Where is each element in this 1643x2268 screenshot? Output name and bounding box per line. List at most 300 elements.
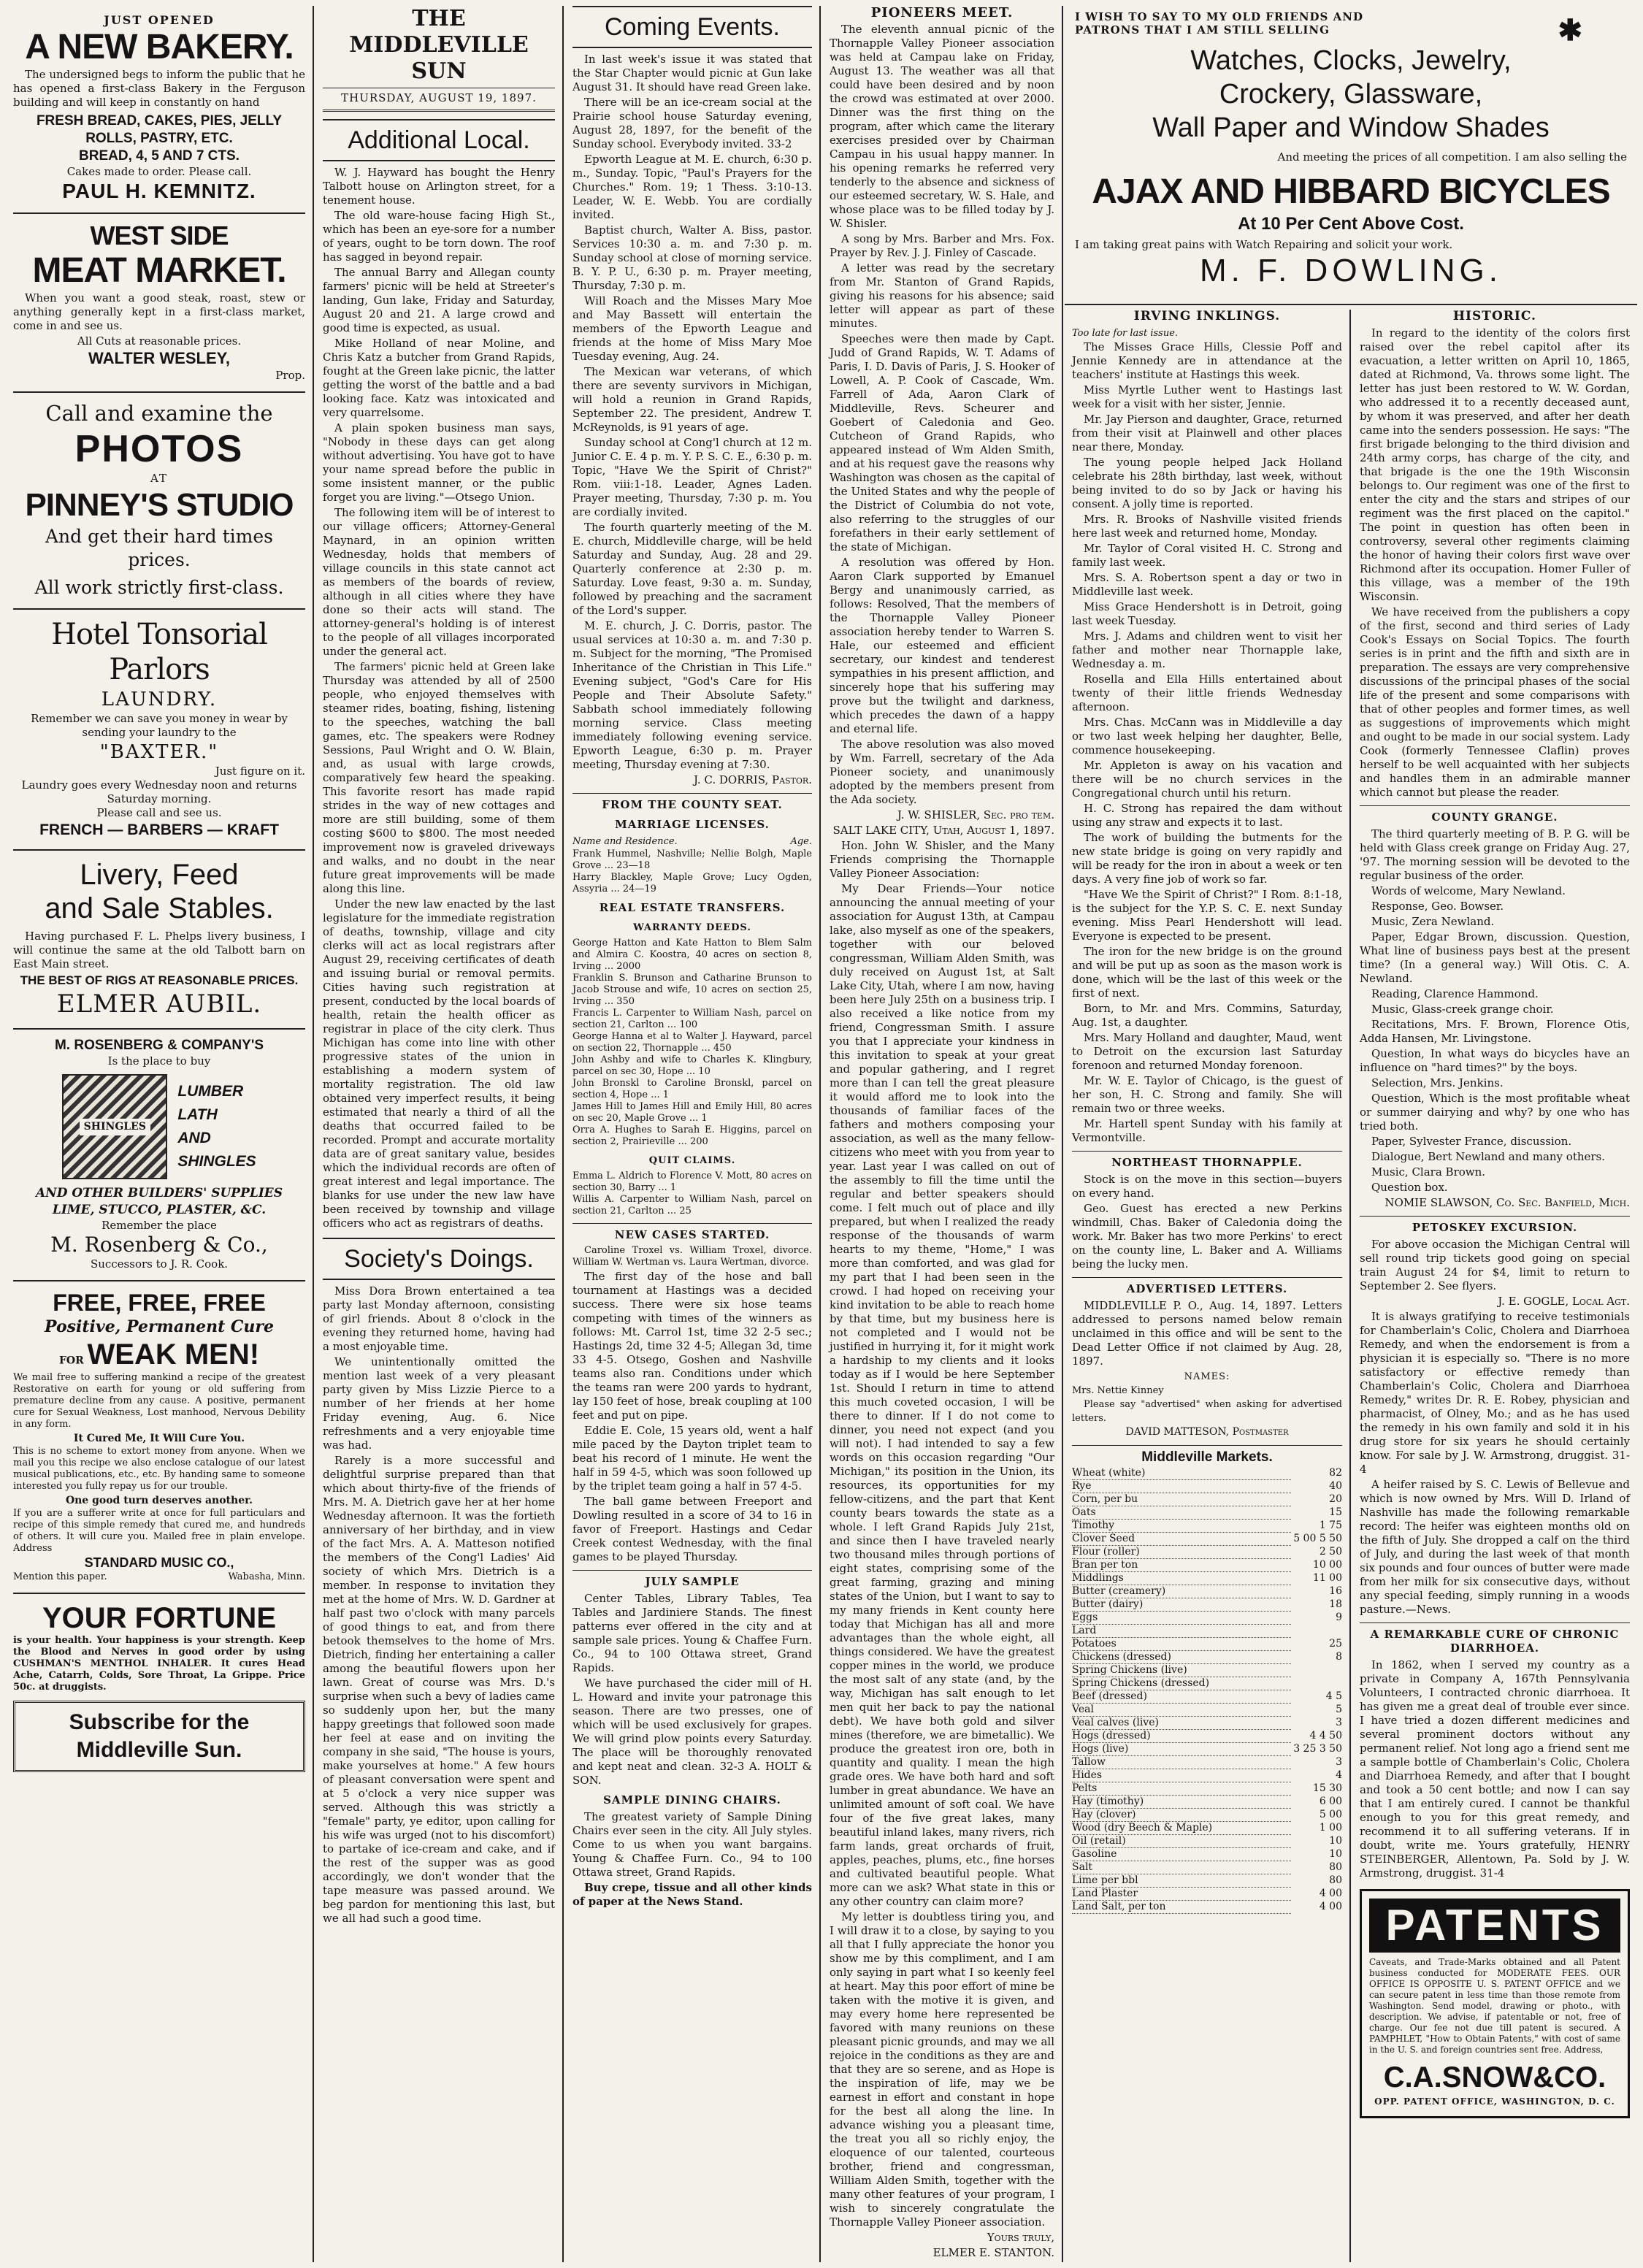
crepe-paper-notice: Buy crepe, tissue and all other kinds of paper at the News Stand. — [572, 1881, 812, 1908]
rosenberg-sub: Is the place to buy — [107, 1054, 211, 1068]
grange-item: Music, Glass-creek grange choir. — [1371, 1003, 1554, 1016]
letter-paragraph: My letter is doubtless tiring you, and I will draw it to a close, by saying to you all that I fully appreciate the honor you show me by this compliment, and I am only saying in part what I so keenly feel at heart. May this poor effort of mine be taken with the motive it is given, and may every home here represented be favored with many reunions on these pleasant picnic grounds, and may we all rejoice in the conditions as they are and that they are so serene, and as Hope is the inspiration of life, may we be earnest in effort and constant in hope for the best all along the line. In advance wishing you a pleasant time, the treat you all so richly enjoy, the eloquence of our talented, courteous brother, friend and congressman, William Alden Smith, together with the many other features of your program, I wish to sincerely congratulate the Thornapple Valley Pioneer association. — [830, 1910, 1054, 2229]
rosenberg-item: AND — [177, 1130, 211, 1146]
event-paragraph: Epworth League at M. E. church, 6:30 p. m., Sunday. Topic, "Paul's Prayers for the Churches." Rom. 19; 1 Thess. 3:10-13. Leader, W. E. Webb. You are cordially invited. — [572, 153, 812, 221]
meat-title-2: MEAT MARKET. — [32, 251, 286, 290]
free-body-2: This is no scheme to extort money from anyone. When we mail you this recipe we also enclose catalogue of our latest musical publications, etc., etc. By handing same to someone interested you fully repay us for our trouble. — [13, 1446, 305, 1492]
letter-close: Yours truly, — [987, 2231, 1054, 2244]
historic-heading: HISTORIC. — [1453, 310, 1536, 323]
market-row — [1072, 1664, 1342, 1677]
masthead-date: THURSDAY, AUGUST 19, 1897. — [323, 88, 555, 105]
deed-entry: George Hanna et al to Walter J. Hayward, parcel on section 22, Thornapple ... 450 — [572, 1031, 812, 1054]
grange-intro: The third quarterly meeting of B. P. G. will be held with Glass creek grange on Friday Aug. 27, '97. The morning session will be devoted to the regular business of the order. — [1360, 827, 1630, 882]
photos-line-6: All work strictly first-class. — [34, 577, 284, 598]
inkling-paragraph: Mrs. Mary Holland and daughter, Maud, went to Detroit on the excursion last Saturday forenoon and returned Monday forenoon. — [1072, 1031, 1342, 1072]
market-price: 1 75 — [1319, 1520, 1342, 1531]
dowling-pains: I am taking great pains with Watch Repairing and solicit your work. — [1075, 238, 1453, 251]
market-price: 11 00 — [1312, 1572, 1342, 1584]
market-item: Corn, per bu — [1072, 1493, 1291, 1506]
market-row — [1072, 1585, 1342, 1598]
market-item: Tallow — [1072, 1756, 1291, 1769]
inkling-paragraph: The Misses Grace Hills, Clessie Poff and Jennie Kennedy are in attendance at the teachers' institute at Hastings this week. — [1072, 340, 1342, 381]
bakery-kicker: JUST OPENED — [104, 13, 215, 27]
market-row — [1072, 1467, 1342, 1480]
deed-entry: John Bronskl to Caroline Bronskl, parcel on section 4, Hope ... 1 — [572, 1078, 812, 1100]
market-price: 10 00 — [1312, 1559, 1342, 1571]
market-item: Butter (creamery) — [1072, 1585, 1291, 1598]
column-pioneers — [822, 6, 1063, 2262]
column-historic — [1352, 310, 1637, 2262]
market-price: 4 5 — [1325, 1690, 1342, 1702]
inkling-paragraph: Rosella and Ella Hills entertained about twenty of their little friends Wednesday afternoon. — [1072, 673, 1342, 713]
market-price: 2 50 — [1319, 1546, 1342, 1558]
dowling-line-2: PATRONS THAT I AM STILL SELLING — [1075, 23, 1330, 37]
event-paragraph: Baptist church, Walter A. Biss, pastor. Services 10:30 a. m. and 7:30 p. m. Sunday school at close of morning service. B. Y. P. U., 6:30 p. m. Prayer meeting, Thursday, 7:30 p. m. — [572, 223, 812, 292]
column-local — [315, 6, 564, 2262]
grange-item: Selection, Mrs. Jenkins. — [1371, 1076, 1504, 1089]
rosenberg-successor: Successors to J. R. Cook. — [90, 1257, 229, 1271]
market-row — [1072, 1717, 1342, 1730]
bakery-price: BREAD, 4, 5 AND 7 CTS. — [79, 148, 240, 164]
free-body-3: If you are a sufferer write at once for full particulars and recipe of this simple remedy that cured me, and hundreds of others. It will cure you. Mailed free in plain envelope. Address — [13, 1508, 305, 1554]
grange-item: Music, Clara Brown. — [1371, 1165, 1486, 1179]
market-item: Flour (roller) — [1072, 1546, 1291, 1559]
inkling-paragraph: Mr. Jay Pierson and daughter, Grace, returned from their visit at Plainwell and other places near there, Monday. — [1072, 413, 1342, 453]
market-row — [1072, 1822, 1342, 1835]
tonsorial-just: Just figure on it. — [215, 765, 305, 778]
warranty-heading: WARRANTY DEEDS. — [633, 922, 751, 933]
rosenberg-firm: M. Rosenberg & Co., — [50, 1233, 268, 1257]
petoskey-heading: PETOSKEY EXCURSION. — [1360, 1216, 1630, 1235]
market-price: 25 — [1329, 1638, 1342, 1650]
livery-body: Having purchased F. L. Phelps livery business, I will continue the same at the old Talbott barn on East Main street. — [13, 930, 305, 970]
column-ads-left — [6, 6, 314, 2262]
subscribe-banner: Subscribe for the Middleville Sun. — [13, 1701, 305, 1772]
market-item: Veal — [1072, 1704, 1291, 1717]
patents-firm: C.A.SNOW&CO. — [1383, 2061, 1606, 2093]
dowling-bicycles: AJAX AND HIBBARD BICYCLES — [1092, 172, 1610, 211]
market-item: Lard — [1072, 1625, 1291, 1638]
rosenberg-other: AND OTHER BUILDERS' SUPPLIES LIME, STUCCO, PLASTER, &C. — [35, 1186, 283, 1217]
market-item: Bran per ton — [1072, 1559, 1291, 1572]
event-paragraph: M. E. church, J. C. Dorris, pastor. The usual services at 10:30 a. m. and 7:30 p. m. Subject for the morning, "The Promised Inheritance of the Christian in This Life." Evening subject, "God's Care for His People and Their Absolute Safety." Sabbath school immediately following morning service. Class meeting immediately following evening service. Epworth League, 6:30 p. m. Prayer meeting, Thursday evening at 7:30. — [572, 619, 812, 771]
petoskey-signature: J. E. GOGLE, Local Agt. — [1498, 1295, 1630, 1308]
letter-paragraph: My Dear Friends—Your notice announcing the annual meeting of your association for August 13th, at Campau lake, also myself as one of the speakers, together with our beloved congressman, William Alden Smith, was duly received on August 1st, at Salt Lake City, Utah, where I am now, having been here July 25th on a business trip. I also received a like notice from my friend, Congressman Smith. I assure you that I appreciate your kindness in this invitation to speak at your great and popular gathering, and I regret more than I can tell the great pleasure it would afford me to look into the thousands of familiar faces of the fathers and mothers composing your association, as well as the many fellow-citizens who meet with you from year to year. Last year I was called on out of the assembly to fill the time until the regular and better speakers should come. I felt much out of place and illy prepared, but when I realized the ready response of the thousands of warm hearts to my theme, "Home," I was more than comforted, and was glad for my part that I had been seen in the crowd. I had hoped on receiving your kind invitation to be able to reach home by that time, but my business here is not completed and I would not be justified in hurrying it, for it might work a hardship to my clients and it looks today as if I would be here September 1st. Should I return in time to attend this much coveted occasion, I will be there to dinner. If I do not come to dinner, you need not expect (and you will not). I had intended to say a few words on this occasion regarding "Our Michigan," its position in the Union, its resources, its opportunities for my fellow-citizens, and the part that Kent county bears towards the state as a whole. I left Grand Rapids July 21st, and since then I have traveled nearly two thousand miles through portions of eight states, comprising some of the great farming, grazing and mining states of the Union, but I want to say to my many friends in Kent county here today that Michigan has all and more advantages than the whole eight, all things considered. We have the greatest copper mines in the world, we produce the most salt of any state (and, by the way, Michigan has salt enough to let men quit her back to pay the national debt). We have both gold and silver mines (therefore, we are bimetallic). We produce the greatest iron ore, both in quantity and quality. I mean the high grade ores. We have both hard and soft lumber in great abundance. We have an unlimited amount of soft coal. We have four of the five great lakes, many beautiful inland lakes, many rivers, rich farm lands, great orchards of fruit, apples, peaches, plums, etc., fine horses and cultivated beautiful people. What more can we ask? What state in this or any other country can claim more? — [830, 882, 1055, 1908]
july-sample-body: Center Tables, Library Tables, Tea Tables and Jardiniere Stands. The finest patterns ever offered in the city and at sample sale prices. Young & Chaffee Furn. Co., 94 to 100 Ottawa street, Grand Rapids. — [572, 1592, 812, 1674]
article-paragraph: The old ware-house facing High St., which has been an eye-sore for a number of years, ought to be torn down. The roof has sagged in beyond repair. — [323, 209, 555, 264]
grange-signature: NOMIE SLAWSON, Co. Sec. Banfield, Mich. — [1385, 1196, 1630, 1209]
inkling-paragraph: H. C. Strong has repaired the dam without using any straw and expects it to last. — [1072, 802, 1342, 829]
society-paragraph: Miss Dora Brown entertained a tea party last Monday afternoon, consisting of girl friends. About 8 o'clock in the evening they returned home, having had a most enjoyable time. — [323, 1284, 555, 1353]
bakery-title: A NEW BAKERY. — [25, 28, 294, 66]
grange-item: Paper, Edgar Brown, discussion. Question, What line of business pays best at the present time? (In a general way.) Will Otis. C. A. Newland. — [1360, 930, 1630, 985]
market-item: Hogs (dressed) — [1072, 1730, 1291, 1743]
historic-paragraph: We have received from the publishers a copy of the first, second and third series of Lady Cook's Essays on Social Topics. The fourth series is in print and the fifth and sixth are in preparation. The essays are very comprehensive discussions of the principal phases of the social life of the present and some comparisons with that of other peoples and former times, as well as suggestions of improvements which might and ought to be made in our social system. Lady Cook (formerly Tennessee Claflin) proves herself to be well acquainted with her subjects and handles them in an admirable manner which cannot but please the reader. — [1360, 605, 1630, 799]
tonsorial-body: Remember we can save you money in wear by sending your laundry to the — [31, 712, 288, 739]
deed-entry: Orra A. Hughes to Sarah E. Higgins, parcel on section 2, Prairieville ... 200 — [572, 1125, 812, 1147]
inkling-paragraph: The work of building the butments for the new state bridge is going on very rapidly and will be ready for the iron in about a week or ten days. A very fine job of work so far. — [1072, 831, 1342, 886]
grange-item: Reading, Clarence Hammond. — [1371, 987, 1539, 1000]
coming-events-heading: Coming Events. — [572, 6, 812, 48]
names-label: NAMES: — [1184, 1371, 1230, 1382]
grange-item: Question, In what ways do bicycles have an influence on "hard times?" by the boys. — [1360, 1047, 1630, 1074]
market-row — [1072, 1835, 1342, 1848]
northeast-paragraph: Stock is on the move in this section—buyers on every hand. — [1072, 1173, 1342, 1200]
market-item: Pelts — [1072, 1782, 1291, 1796]
livery-ad — [13, 851, 305, 1030]
marriage-heading: MARRIAGE LICENSES. — [615, 818, 770, 831]
article-paragraph: Under the new law enacted by the last legislature for the immediate registration of deaths, township, village and city clerks will act as local registrars after August 29, receiving certificates of death and issuing burial or removal permits. Cities having such registration at present, conducted by the local boards of health, retain the health officer as registrar in place of the city clerk. Thus Michigan has come into line with other progressive states of the union in establishing a modern system of mortality registration. The old law obtained very imperfect results, it being estimated that nearly a third of all the deaths that occurred failed to be recorded. Prompt and accurate mortality data are of great sanitary value, besides which the individual records are often of great interest and legal importance. The blanks for use under the new law have been received by township and village officers who act as registrars of deaths. — [323, 897, 555, 1230]
july-sample-heading: JULY SAMPLE — [572, 1570, 812, 1589]
tonsorial-note: Laundry goes every Wednesday noon and returns Saturday morning. — [21, 778, 297, 805]
market-price — [1291, 1677, 1342, 1690]
market-item: Spring Chickens (live) — [1072, 1664, 1291, 1677]
event-paragraph: Will Roach and the Misses Mary Moe and May Bassett will entertain the members of the Epworth League and friends at the home of Miss Mary Moe Tuesday evening, Aug. 24. — [572, 294, 812, 363]
bakery-owner: PAUL H. KEMNITZ. — [62, 180, 256, 202]
tonsorial-title: Hotel Tonsorial Parlors — [51, 618, 267, 686]
northeast-heading: NORTHEAST THORNAPPLE. — [1072, 1151, 1342, 1170]
marriage-entry: Harry Blackley, Maple Grove; Lucy Ogden, Assyria ... 24—19 — [572, 872, 812, 894]
marriage-col-age: Age. — [790, 836, 812, 847]
livery-best: THE BEST OF RIGS AT REASONABLE PRICES. — [20, 973, 299, 987]
photos-line-2: PHOTOS — [74, 428, 244, 470]
inkling-paragraph: Mr. Taylor of Coral visited H. C. Strong and family last week. — [1072, 542, 1342, 569]
market-row — [1072, 1677, 1342, 1690]
market-item: Hay (timothy) — [1072, 1796, 1291, 1809]
market-row — [1072, 1546, 1342, 1559]
remedy-paragraph: A heifer raised by S. C. Lewis of Bellevue and which is now owned by Mrs. Will D. Irland of Nashville has made the following remarkable record: The heifer was eighteen months old on the fifth of July. She dropped a calf on the third of July, and during the last week of that month six pounds and four ounces of butter were made from her milk for six consecutive days, without any special feeding, simply running in a woods pasture.—News. — [1360, 1478, 1630, 1616]
photos-line-5: And get their hard times prices. — [45, 526, 273, 570]
market-price: 4 — [1336, 1769, 1342, 1781]
market-item: Beef (dressed) — [1072, 1690, 1291, 1704]
rosenberg-list — [177, 1080, 256, 1173]
inkling-paragraph: The young people helped Jack Holland celebrate his 28th birthday, last week, without being invited to do so by Jack or having his consent. A jolly time is reported. — [1072, 456, 1342, 510]
meat-note: All Cuts at reasonable prices. — [77, 334, 242, 348]
photos-line-1: Call and examine the — [45, 401, 273, 426]
market-row — [1072, 1625, 1342, 1638]
market-price: 40 — [1329, 1480, 1342, 1492]
inkling-paragraph: Miss Grace Hendershott is in Detroit, going last week Tuesday. — [1072, 600, 1342, 627]
market-price: 3 25 3 50 — [1293, 1743, 1342, 1755]
cure-body: In 1862, when I served my country as a private in Company A, 167th Pennsylvania Volunteers, I contracted chronic diarrhoea. It has given me a great deal of trouble ever since. I have tried a dozen different medicines and several prominent doctors without any permanent relief. Not long ago a friend sent me a sample bottle of Chamberlain's Colic, Cholera and Diarrhoea Remedy, and after that I bought and took a 50 cent bottle; and now I can say that I am entirely cured. I cannot be thankful enough to you for this great remedy, and recommend it to all suffering veterans. If in doubt, write me. Yours gratefully, HENRY STEINBERGER, Allentown, Pa. Sold by J. W. Armstrong, druggist. 31-4 — [1360, 1658, 1630, 1880]
market-row — [1072, 1848, 1342, 1861]
pioneers-paragraph: The above resolution was also moved by Wm. Farrell, secretary of the Ada Pioneer society, and unanimously adopted by the members present from the Ada society. — [830, 738, 1054, 806]
free-cured: It Cured Me, It Will Cure You. — [73, 1433, 245, 1444]
market-item: Oats — [1072, 1506, 1291, 1520]
patents-address: OPP. PATENT OFFICE, WASHINGTON, D. C. — [1374, 2096, 1615, 2107]
market-item: Lime per bbl — [1072, 1874, 1291, 1888]
grange-item: Dialogue, Bert Newland and many others. — [1371, 1150, 1606, 1163]
market-row — [1072, 1888, 1342, 1901]
pioneers-paragraph: A song by Mrs. Barber and Mrs. Fox. Prayer by Rev. J. J. Finley of Cascade. — [830, 232, 1054, 259]
quit-claims-heading: QUIT CLAIMS. — [648, 1155, 736, 1166]
remedy-paragraph: It is always gratifying to receive testimonials for Chamberlain's Colic, Cholera and Diarrhoea Remedy, and when the endorsement is from a physician it is especially so. "There is no more satisfactory or effective remedy than Chamberlain's Colic, Cholera and Diarrhoea Remedy," writes Dr. R. E. Robey, physician and pharmacist, of Olney, Mo.; and as he has used the remedy in his own family and sold it in his drug store for six years he should certainly know. For sale by J. W. Armstrong, druggist. 31-4 — [1360, 1310, 1630, 1476]
market-item: Land Salt, per ton — [1072, 1901, 1291, 1914]
rosenberg-item: LATH — [177, 1106, 218, 1123]
market-item: Chickens (dressed) — [1072, 1651, 1291, 1664]
dowling-goods-1: Watches, Clocks, Jewelry, — [1190, 45, 1512, 76]
new-cases-heading: NEW CASES STARTED. — [572, 1223, 812, 1242]
market-row — [1072, 1874, 1342, 1888]
grange-heading: COUNTY GRANGE. — [1360, 805, 1630, 824]
dowling-goods-2: Crockery, Glassware, — [1219, 79, 1483, 110]
hose-paragraph: The first day of the hose and ball tournament at Hastings was a decided success. There were six hose teams competing with times of the winners as follows: Mt. Carrol 1st, time 32 2-5 sec.; Hastings 2d, time 32 4-5; Allegan 3d, time 33 4-5. Otsego, Goshen and Nashville teams also ran. Conditions under which the teams ran were 200 yards to hydrant, lay 150 feet of hose, break coupling at 100 feet and put on pipe. — [572, 1270, 812, 1422]
free-city: Wabasha, Minn. — [228, 1571, 305, 1582]
inkling-paragraph: The iron for the new bridge is on the ground and will be put up as soon as the mason work is done, which will be the last of this week or the first of next. — [1072, 945, 1342, 1000]
grange-program — [1360, 884, 1630, 1195]
market-prices-table — [1072, 1467, 1342, 1914]
market-price: 5 00 5 50 — [1293, 1533, 1342, 1544]
market-item: Land Plaster — [1072, 1888, 1291, 1901]
pioneers-paragraph: Speeches were then made by Capt. Judd of Grand Rapids, W. T. Adams of Paris, I. D. Davis of Paris, J. S. Hooker of Lowell, A. P. Cook of Cascade, Wm. Farrell of Ada, Aaron Clark of Middleville, Revs. Scheurer and Goebert of Caledonia and Geo. Cutcheon of Grand Rapids, who appeared instead of Wm Alden Smith, and at his request gave the reasons why Washington was chosen as the capital of the United States and why the people of the District of Columbia do not vote, also referring to the struggles of our forefathers in their early settlement of the state of Michigan. — [830, 332, 1054, 553]
dining-chairs-body: The greatest variety of Sample Dining Chairs ever seen in the city. All July styles. Come to us when you want bargains. Young & Chaffee Furn. Co., 94 to 100 Ottawa street, Grand Rapids. — [572, 1810, 812, 1879]
pioneers-heading: PIONEERS MEET. — [870, 6, 1014, 20]
market-row — [1072, 1704, 1342, 1717]
market-row — [1072, 1861, 1342, 1874]
real-estate-heading: REAL ESTATE TRANSFERS. — [599, 901, 786, 914]
names-list: Mrs. Nettie Kinney — [1072, 1385, 1164, 1396]
grange-item: Question, Which is the most profitable wheat or summer dairying and why? by one who has tried both. — [1360, 1092, 1630, 1133]
county-seat-heading: FROM THE COUNTY SEAT. — [572, 793, 812, 812]
shisler-signature: J. W. SHISLER, Sec. pro tem. — [897, 808, 1054, 821]
tonsorial-sub: LAUNDRY. — [101, 689, 218, 710]
market-row — [1072, 1572, 1342, 1585]
market-row — [1072, 1598, 1342, 1612]
free-firm: STANDARD MUSIC CO., — [84, 1555, 234, 1570]
rosenberg-ad — [13, 1030, 305, 1282]
dowling-line-1: I WISH TO SAY TO MY OLD FRIENDS AND — [1075, 10, 1363, 23]
inkling-paragraph: Mr. W. E. Taylor of Chicago, is the guest of her son, H. C. Strong and family. She will remain two or three weeks. — [1072, 1074, 1342, 1115]
dorris-signature: J. C. DORRIS, Pastor. — [694, 773, 812, 786]
market-item: Spring Chickens (dressed) — [1072, 1677, 1291, 1690]
article-paragraph: A plain spoken business man says, "Nobody in these days can get along without advertising. You have got to have your name spread before the public in some insistent manner, or the public forget you are living."—Otsego Union. — [323, 421, 555, 504]
dining-chairs-heading: SAMPLE DINING CHAIRS. — [603, 1793, 781, 1807]
cure-heading: A REMARKABLE CURE OF CHRONIC DIARRHOEA. — [1360, 1623, 1630, 1655]
fortune-body: is your health. Your happiness is your strength. Keep the Blood and Nerves in good order by using CUSHMAN'S MENTHOL INHALER. It cures Head Ache, Catarrh, Colds, Sore Throat, La Grippe. Price 50c. at druggists. — [13, 1635, 305, 1693]
markets-heading: Middleville Markets. — [1072, 1445, 1342, 1464]
market-row — [1072, 1743, 1342, 1756]
dowling-cost: At 10 Per Cent Above Cost. — [1238, 214, 1464, 234]
market-price — [1291, 1664, 1342, 1677]
event-paragraph: In last week's issue it was stated that the Star Chapter would picnic at Gun lake August 31. It should have read Green lake. — [572, 53, 812, 93]
market-row — [1072, 1730, 1342, 1743]
irving-heading: IRVING INKLINGS. — [1133, 310, 1281, 323]
petoskey-body: For above occasion the Michigan Central will sell round trip tickets good going on special train August 24 for $4, limit to return to September 2. See flyers. — [1360, 1238, 1630, 1292]
meat-owner: WALTER WESLEY, — [88, 349, 230, 367]
market-item: Oil (retail) — [1072, 1835, 1291, 1848]
event-paragraph: The fourth quarterly meeting of the M. E. church, Middleville charge, will be held Saturday and Sunday, Aug. 28 and 29. Quarterly conference at 2:30 p. m. Saturday. Love feast, 9:30 a. m. Sunday, followed by preaching and the sacrament of the Lord's supper. — [572, 521, 812, 617]
free-for: FOR — [58, 1355, 84, 1367]
grange-item: Question box. — [1371, 1181, 1448, 1194]
society-paragraph: Rarely is a more successful and delightful surprise prepared than that which about thirty-five of the friends of Mrs. M. A. Dietrich gave her at her home Wednesday afternoon. It was the fortieth anniversary of her birthday, and in view of the fact Mrs. A. A. Matteson notified the members of the Cong'l Ladies' Aid society of which Mrs. Dietrich is a member. In response to invitation they met at the home of Mrs. W. D. Gardner at half past two o'clock with many parcels of good things to eat, and from there betook themselves to the home of Mrs. Dietrich, finding her entertaining a caller among the beautiful flowers upon her lawn. Great of course was Mrs. D.'s surprise when such a bevy of ladies came so suddenly upon her, but the many happy greetings that followed soon made her feel at ease and on inviting the company in she said, "The house is yours, make yourselves at home." A few hours of pleasant conversation were spent and at 5 o'clock a very nice supper was served. Although this was strictly a "female" party, ye editor, upon calling for his wife was urged (not to his discomfort) to partake of ice-cream and cake, and if the rest of the supper was as good accordingly, we don't wonder that the tape measure was passed around. We beg pardon for mentioning this last, but we all had such a good time. — [323, 1454, 555, 1925]
market-price: 5 00 — [1319, 1809, 1342, 1820]
additional-local-heading: Additional Local. — [323, 119, 555, 161]
market-row — [1072, 1901, 1342, 1914]
article-paragraph: W. J. Hayward has bought the Henry Talbott house on Arlington street, for a tenement house. — [323, 166, 555, 207]
bakery-body: The undersigned begs to inform the public that he has opened a first-class Bakery in the Ferguson building and will keep in constantly on hand — [13, 68, 305, 109]
market-price: 6 00 — [1319, 1796, 1342, 1807]
grange-item: Music, Zera Newland. — [1371, 915, 1495, 928]
free-good: One good turn deserves another. — [65, 1495, 253, 1506]
rosenberg-remember: Remember the place — [102, 1219, 217, 1232]
rosenberg-item: SHINGLES — [177, 1153, 256, 1170]
market-price: 80 — [1329, 1874, 1342, 1886]
livery-title-2: and Sale Stables. — [45, 892, 274, 924]
market-price: 16 — [1329, 1585, 1342, 1597]
market-price: 9 — [1336, 1612, 1342, 1623]
tonsorial-name: "BAXTER." — [99, 741, 219, 763]
market-row — [1072, 1480, 1342, 1493]
deed-entry: John Ashby and wife to Charles K. Klingbury, parcel on sec 30, Hope ... 10 — [572, 1054, 812, 1077]
fortune-ad — [13, 1594, 305, 1781]
market-row — [1072, 1533, 1342, 1546]
market-item: Potatoes — [1072, 1638, 1291, 1651]
free-weak: WEAK MEN! — [87, 1338, 260, 1371]
market-price: 10 — [1329, 1835, 1342, 1847]
letter-dateline: SALT LAKE CITY, Utah, August 1, 1897. — [832, 824, 1054, 837]
tonsorial-ad — [13, 610, 305, 851]
market-row — [1072, 1559, 1342, 1572]
rosenberg-title: M. ROSENBERG & COMPANY'S — [54, 1038, 264, 1053]
market-price: 4 00 — [1319, 1888, 1342, 1899]
market-row — [1072, 1506, 1342, 1520]
free-sub: Positive, Permanent Cure — [45, 1317, 274, 1336]
market-row — [1072, 1638, 1342, 1651]
meat-body: When you want a good steak, roast, stew or anything generally kept in a first-class market, come in and see us. — [13, 291, 305, 332]
inkling-paragraph: Mrs. S. A. Robertson spent a day or two in Middleville last week. — [1072, 571, 1342, 598]
market-row — [1072, 1809, 1342, 1822]
inkling-paragraph: Mr. Hartell spent Sunday with his family at Vermontville. — [1072, 1117, 1342, 1144]
society-heading: Society's Doings. — [323, 1238, 555, 1280]
photos-line-4: PINNEY'S STUDIO — [25, 487, 294, 523]
market-price: 5 — [1336, 1704, 1342, 1715]
event-paragraph: There will be an ice-cream social at the Prairie school house Saturday evening, August 28, 1897, for the benefit of the Sunday school. Everybody invited. 33-2 — [572, 96, 812, 150]
market-item: Timothy — [1072, 1520, 1291, 1533]
market-price — [1291, 1625, 1342, 1638]
column-events — [565, 6, 821, 2262]
market-price: 15 30 — [1312, 1782, 1342, 1794]
hose-paragraph: The ball game between Freeport and Dowling resulted in a score of 34 to 16 in favor of Freeport. Hastings and Cedar Creek contest Wednesday, with the final games to be played Thursday. — [572, 1495, 812, 1563]
article-paragraph: The following item will be of interest to our village officers; Attorney-General Maynard, in an opinion written Wednesday, holds that members of village councils in this state cannot act as members of the boards of review, although in all cities where they have done so their acts will stand. The attorney-general's holding is of interest to the people of all villages incorporated under the general act. — [323, 506, 555, 658]
market-item: Veal calves (live) — [1072, 1717, 1291, 1730]
market-row — [1072, 1651, 1342, 1664]
market-price: 4 4 50 — [1309, 1730, 1342, 1742]
market-price: 80 — [1329, 1861, 1342, 1873]
dowling-ad — [1065, 6, 1637, 305]
inkling-paragraph: Mrs. R. Brooks of Nashville visited friends here last week and returned home, Monday. — [1072, 513, 1342, 540]
advertised-letters-heading: ADVERTISED LETTERS. — [1072, 1277, 1342, 1296]
market-price: 3 — [1336, 1756, 1342, 1768]
livery-owner: ELMER AUBIL. — [56, 989, 262, 1019]
market-row — [1072, 1520, 1342, 1533]
hose-paragraph: Eddie E. Cole, 15 years old, went a half mile paced by the Dayton triplet team to beat his record of 1 minute. He went the half in 59 4-5, which was soon followed up by the triplet team going a half in 57 4-5. — [572, 1424, 812, 1493]
bakery-goods: FRESH BREAD, CAKES, PIES, JELLY ROLLS, PASTRY, ETC. — [36, 113, 283, 146]
market-item: Salt — [1072, 1861, 1291, 1874]
meat-title-1: WEST SIDE — [90, 221, 229, 250]
free-title: FREE, FREE, FREE — [53, 1290, 266, 1316]
article-paragraph: The annual Barry and Allegan county farmers' picnic will be held at Streeter's landing, Gun lake, Friday and Saturday, August 20 and 21. A large crowd and good time is expected, as usual. — [323, 266, 555, 334]
shingles-art-label: SHINGLES — [80, 1119, 150, 1135]
market-price: 82 — [1329, 1467, 1342, 1479]
livery-title-1: Livery, Feed — [80, 859, 239, 891]
deed-entry: George Hatton and Kate Hatton to Blem Salm and Almira C. Koostra, 40 acres on section 8, Irving ... 2000 — [572, 938, 812, 972]
market-item: Rye — [1072, 1480, 1291, 1493]
market-price: 4 00 — [1319, 1901, 1342, 1912]
market-price: 18 — [1329, 1598, 1342, 1610]
northeast-paragraph: Geo. Guest has erected a new Perkins windmill, Chas. Baker of Caledonia doing the work. Mr. Baker has two more Perkins' to erect on the county line, L. Baker and A. Williams being the lucky men. — [1072, 1202, 1342, 1271]
market-price: 8 — [1336, 1651, 1342, 1663]
photos-line-3: AT — [150, 472, 169, 485]
inkling-paragraph: Mr. Appleton is away on his vacation and there will be no church services in the Congregational church until his return. — [1072, 759, 1342, 800]
new-cases-body: Caroline Troxel vs. William Troxel, divorce. William W. Wertman vs. Laura Wertman, divorce. — [572, 1245, 812, 1268]
inkling-paragraph: "Have We the Spirit of Christ?" I Rom. 8:1-18, is the subject for the Y.P. S. C. E. next Sunday evening. Miss Pearl Hendershott will lead. Everyone is expected to be present. — [1072, 888, 1342, 943]
pioneers-paragraph: A letter was read by the secretary from Mr. Stanton of Grand Rapids, giving his reasons for his absence; said letter will appear as part of these minutes. — [830, 261, 1054, 330]
society-paragraph: We unintentionally omitted the mention last week of a very pleasant party given by Miss Lizzie Pierce to a number of her friends at her home Friday evening, Aug. 6. Nice refreshments and a very enjoyable time was had. — [323, 1355, 555, 1452]
marriage-col-name: Name and Residence. — [572, 836, 678, 847]
deed-entry: Francis L. Carpenter to William Nash, parcel on section 21, Carlton ... 100 — [572, 1008, 812, 1030]
market-price: 20 — [1329, 1493, 1342, 1505]
grange-item: Words of welcome, Mary Newland. — [1371, 884, 1566, 897]
article-paragraph: The farmers' picnic held at Green lake Thursday was attended by all of 2500 people, who enjoyed themselves with steamer rides, boating, fishing, listening to the speeches, watching the ball games, etc. The speakers were Rodney Sessions, Paul Wright and O. W. Blain, and, as usual with large crowds, comparatively few heard the speaking. This favorite resort has made rapid strides in the way of new cottages and more are still building, some of them costing $600 to $800. The most needed improvement now is graveled driveways and walks, and no doubt in the near future great improvements will be made along this line. — [323, 660, 555, 895]
meat-market-ad — [13, 214, 305, 393]
star-ornament-icon: ✱ — [1558, 13, 1583, 47]
market-item: Gasoline — [1072, 1848, 1291, 1861]
quit-entry: Emma L. Aldrich to Florence V. Mott, 80 acres on section 30, Barry ... 1 — [572, 1171, 812, 1193]
irving-late-note: Too late for last issue. — [1072, 328, 1179, 339]
market-row — [1072, 1756, 1342, 1769]
market-item: Butter (dairy) — [1072, 1598, 1291, 1612]
grange-item: Recitations, Mrs. F. Brown, Florence Otis, Adda Hansen, Mr. Livingstone. — [1360, 1018, 1630, 1045]
masthead — [323, 6, 555, 112]
market-item: Hides — [1072, 1769, 1291, 1782]
quit-entry: Willis A. Carpenter to William Nash, parcel on section 21, Carlton ... 25 — [572, 1194, 812, 1217]
market-row — [1072, 1796, 1342, 1809]
marriage-entry: Frank Hummel, Nashville; Nellie Bolgh, Maple Grove ... 23—18 — [572, 848, 812, 871]
advertised-letters-body: MIDDLEVILLE P. O., Aug. 14, 1897. Letters addressed to persons named below remain unclaimed in this office and will be sent to the Dead Letter Office if not claimed by Aug. 28, 1897. — [1072, 1299, 1342, 1368]
free-mention: Mention this paper. — [13, 1571, 107, 1582]
cider-mill-notice: We have purchased the cider mill of H. L. Howard and invite your patronage this season. There are two presses, one of which will be used exclusively for grapes. We will grind plow points every Saturday. The place will be thoroughly renovated and kept neat and clean. 32-3 A. HOLT & SON. — [572, 1677, 812, 1787]
market-item: Hogs (live) — [1072, 1743, 1291, 1756]
market-item: Wheat (white) — [1072, 1467, 1291, 1480]
bakery-note: Cakes made to order. Please call. — [66, 165, 252, 178]
market-price: 1 00 — [1319, 1822, 1342, 1834]
market-price: 15 — [1329, 1506, 1342, 1518]
letter-signature: ELMER E. STANTON. — [932, 2246, 1054, 2259]
dowling-owner: M. F. DOWLING. — [1200, 253, 1502, 288]
inkling-paragraph: Miss Myrtle Luther went to Hastings last week for a visit with her sister, Jennie. — [1072, 383, 1342, 410]
market-price: 3 — [1336, 1717, 1342, 1728]
postmaster: DAVID MATTESON, Postmaster — [1125, 1426, 1289, 1438]
article-paragraph: Mike Holland of near Moline, and Chris Katz a butcher from Grand Rapids, fought at the Green lake picnic, the latter getting the worst of the battle and a bad looking face. Katz was intoxicated and very quarrelsome. — [323, 337, 555, 419]
masthead-title: THE MIDDLEVILLE SUN — [349, 6, 529, 84]
shingles-illustration — [62, 1074, 167, 1179]
fortune-title: YOUR FORTUNE — [42, 1602, 276, 1634]
pioneers-paragraph: The eleventh annual picnic of the Thornapple Valley Pioneer association was held at Campau lake on Friday, August 13. The weather was all that could have been desired and by noon the crowd was estimated at over 2000. Dinner was the first thing on the program, after which came the literary exercises presided over by Chairman Campau in his usual happy manner. In his opening remarks he referred very tenderly to the absence and sickness of our esteemed secretary, W. S. Hale, and whose place was to be filled today by J. W. Shisler. — [830, 23, 1054, 230]
inkling-paragraph: Mrs. J. Adams and children went to visit her father and mother near Thornapple lake, Wednesday a. m. — [1072, 629, 1342, 670]
event-paragraph: The Mexican war veterans, of which there are seventy survivors in Michigan, will hold a reunion in Grand Rapids, September 22. The president, Andrew T. McReynolds, is 91 years of age. — [572, 365, 812, 434]
grange-item: Response, Geo. Bowser. — [1371, 900, 1504, 913]
market-item: Wood (dry Beech & Maple) — [1072, 1822, 1291, 1835]
deed-entry: Franklin S. Brunson and Catharine Brunson to Jacob Strouse and wife, 10 acres on section 25, Irving ... 350 — [572, 973, 812, 1007]
rosenberg-products — [13, 1074, 305, 1179]
dowling-goods-3: Wall Paper and Window Shades — [1152, 112, 1550, 143]
market-item: Middlings — [1072, 1572, 1291, 1585]
market-item: Eggs — [1072, 1612, 1291, 1625]
tonsorial-trades: FRENCH — BARBERS — KRAFT — [39, 821, 279, 838]
market-row — [1072, 1769, 1342, 1782]
letter-salutation: Hon. John W. Shisler, and the Many Friends comprising the Thornapple Valley Pioneer Association: — [830, 839, 1054, 880]
patents-ad — [1360, 1889, 1630, 2118]
